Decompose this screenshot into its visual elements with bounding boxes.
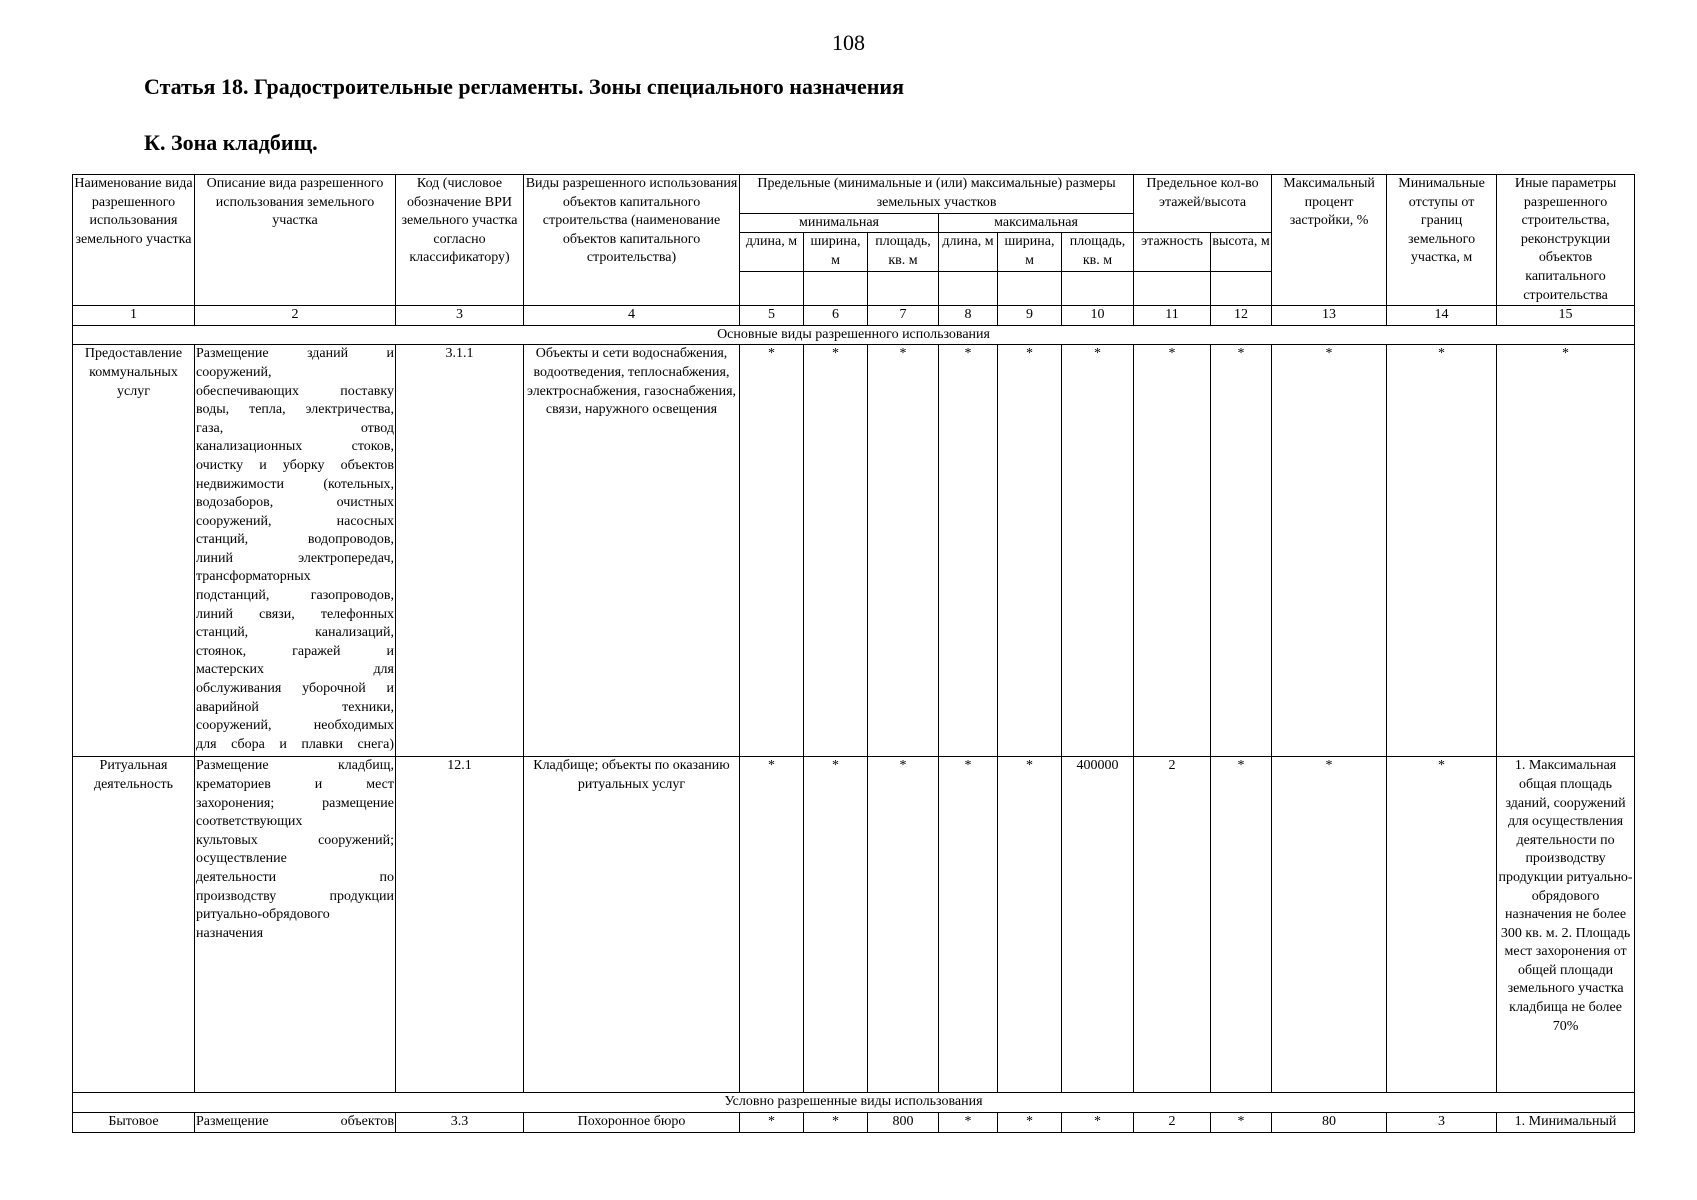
table-row <box>73 1112 1635 1132</box>
description-line: линий связи, телефонных <box>196 606 394 622</box>
row-code: 3.1.1 <box>396 345 524 757</box>
header-spacer <box>868 271 939 305</box>
description-line: недвижимости (котельных, <box>196 476 394 492</box>
row-other-params: * <box>1497 345 1635 757</box>
description-line: соответствующих <box>196 814 303 830</box>
section-main-row <box>73 325 1635 345</box>
row-min-width: * <box>804 757 868 1093</box>
row-max-area: * <box>1062 345 1134 757</box>
header-plot-limits: Предельные (минимальные и (или) максимальные) размеры земельных участков <box>740 175 1134 214</box>
row-max-area: * <box>1062 1112 1134 1132</box>
header-objects: Виды разрешенного использования объектов капитального строительства (наименование объектов капитального строительства) <box>524 175 740 306</box>
section-conditional-row <box>73 1093 1635 1113</box>
row-objects: Кладбище; объекты по оказанию ритуальных услуг <box>524 757 740 1093</box>
row-min-area: * <box>868 345 939 757</box>
row-max-percent: 80 <box>1272 1112 1387 1132</box>
column-number: 14 <box>1387 306 1497 326</box>
row-max-width: * <box>998 345 1062 757</box>
row-code: 12.1 <box>396 757 524 1093</box>
header-max-width: ширина, м <box>998 233 1062 272</box>
header-spacer <box>998 271 1062 305</box>
column-number: 6 <box>804 306 868 326</box>
row-floors: * <box>1134 345 1211 757</box>
header-name: Наименование вида разрешенного использования земельного участка <box>73 175 195 306</box>
description-line: для сбора и плавки снега) <box>196 736 394 752</box>
description-line: стоянок, гаражей и <box>196 643 394 659</box>
row-min-length: * <box>740 345 804 757</box>
row-name: Предоставление коммунальных услуг <box>73 345 195 757</box>
header-spacer <box>1134 271 1211 305</box>
header-height: высота, м <box>1211 233 1272 272</box>
row-description <box>195 345 396 757</box>
row-min-area: * <box>868 757 939 1093</box>
header-spacer <box>939 271 998 305</box>
description-line: Размещение кладбищ, <box>196 758 394 774</box>
row-name: Ритуальная деятельность <box>73 757 195 1093</box>
section-main-heading: Основные виды разрешенного использования <box>73 325 1635 345</box>
column-number: 5 <box>740 306 804 326</box>
column-number: 8 <box>939 306 998 326</box>
row-other-params: 1. Минимальный <box>1497 1112 1635 1132</box>
row-objects: Объекты и сети водоснабжения, водоотведения, теплоснабжения, электроснабжения, газоснабжения, связи, наружного освещения <box>524 345 740 757</box>
description-line: станций, канализаций, <box>196 625 394 641</box>
row-objects: Похоронное бюро <box>524 1112 740 1132</box>
section-conditional-heading: Условно разрешенные виды использования <box>73 1093 1635 1113</box>
row-max-length: * <box>939 1112 998 1132</box>
description-line: сооружений, <box>196 364 272 380</box>
row-min-setbacks: * <box>1387 345 1497 757</box>
header-max-length: длина, м <box>939 233 998 272</box>
row-min-area: 800 <box>868 1112 939 1132</box>
row-max-length: * <box>939 345 998 757</box>
header-spacer <box>1062 271 1134 305</box>
row-min-setbacks: * <box>1387 757 1497 1093</box>
description-line: газа, отвод <box>196 420 394 436</box>
header-spacer <box>740 271 804 305</box>
column-number: 15 <box>1497 306 1635 326</box>
zone-title: К. Зона кладбищ. <box>144 130 318 155</box>
column-number: 2 <box>195 306 396 326</box>
description-line: деятельности по <box>196 869 394 885</box>
description-line: трансформаторных <box>196 569 311 585</box>
description-line: станций, водопроводов, <box>196 532 394 548</box>
description-line: канализационных стоков, <box>196 439 394 455</box>
page-number: 108 <box>832 30 865 55</box>
description-line: линий электропередач, <box>196 550 394 566</box>
article-title: Статья 18. Градостроительные регламенты. Зоны специального назначения <box>144 74 905 99</box>
row-min-width: * <box>804 345 868 757</box>
description-line: крематориев и мест <box>196 776 394 792</box>
header-row-1 <box>73 175 1635 214</box>
header-spacer <box>1211 271 1272 305</box>
row-description <box>195 1112 396 1132</box>
column-number-row <box>73 306 1635 326</box>
row-max-percent: * <box>1272 757 1387 1093</box>
header-code: Код (числовое обозначение ВРИ земельного участка согласно классификатору) <box>396 175 524 306</box>
row-min-width: * <box>804 1112 868 1132</box>
description-line: воды, тепла, электричества, <box>196 402 394 418</box>
header-min: минимальная <box>740 213 939 233</box>
description-line: мастерских для <box>196 662 394 678</box>
table-row <box>73 345 1635 757</box>
column-number: 9 <box>998 306 1062 326</box>
description-line: Размещение объектов <box>196 1113 394 1129</box>
column-number: 12 <box>1211 306 1272 326</box>
regulations-table <box>72 174 1635 1133</box>
description-line: обеспечивающих поставку <box>196 383 394 399</box>
row-max-width: * <box>998 757 1062 1093</box>
description-line: осуществление <box>196 851 287 867</box>
description-line: очистку и уборку объектов <box>196 457 394 473</box>
row-max-length: * <box>939 757 998 1093</box>
header-min-setbacks: Минимальные отступы от границ земельного участка, м <box>1387 175 1497 306</box>
description-line: ритуально-обрядового <box>196 907 330 923</box>
column-number: 13 <box>1272 306 1387 326</box>
row-height: * <box>1211 757 1272 1093</box>
table-row <box>73 757 1635 1093</box>
column-number: 3 <box>396 306 524 326</box>
description-line: производству продукции <box>196 888 394 904</box>
column-number: 7 <box>868 306 939 326</box>
header-spacer <box>804 271 868 305</box>
column-number: 4 <box>524 306 740 326</box>
column-number: 1 <box>73 306 195 326</box>
description-line: культовых сооружений; <box>196 832 394 848</box>
row-floors: 2 <box>1134 1112 1211 1132</box>
description-line: водозаборов, очистных <box>196 495 394 511</box>
description-line: аварийной техники, <box>196 699 394 715</box>
row-min-setbacks: 3 <box>1387 1112 1497 1132</box>
row-height: * <box>1211 1112 1272 1132</box>
header-description: Описание вида разрешенного использования земельного участка <box>195 175 396 306</box>
row-max-percent: * <box>1272 345 1387 757</box>
header-min-length: длина, м <box>740 233 804 272</box>
description-line: сооружений, необходимых <box>196 718 394 734</box>
header-floors: этажность <box>1134 233 1211 272</box>
header-max: максимальная <box>939 213 1134 233</box>
description-line: захоронения; размещение <box>196 795 394 811</box>
header-min-width: ширина, м <box>804 233 868 272</box>
header-floors-height: Предельное кол-во этажей/высота <box>1134 175 1272 233</box>
row-min-length: * <box>740 1112 804 1132</box>
description-line: сооружений, насосных <box>196 513 394 529</box>
header-min-area: площадь, кв. м <box>868 233 939 272</box>
description-line: подстанций, газопроводов, <box>196 588 394 604</box>
header-max-area: площадь, кв. м <box>1062 233 1134 272</box>
row-height: * <box>1211 345 1272 757</box>
description-line: Размещение зданий и <box>196 346 394 362</box>
description-line: назначения <box>196 925 264 941</box>
header-other-params: Иные параметры разрешенного строительства, реконструкции объектов капитального строительства <box>1497 175 1635 306</box>
column-number: 11 <box>1134 306 1211 326</box>
row-code: 3.3 <box>396 1112 524 1132</box>
row-max-width: * <box>998 1112 1062 1132</box>
column-number: 10 <box>1062 306 1134 326</box>
header-max-percent: Максимальный процент застройки, % <box>1272 175 1387 306</box>
row-other-params: 1. Максимальная общая площадь зданий, сооружений для осуществления деятельности по производству продукции ритуально-обрядового назначения не более 300 кв. м. 2. Площадь мест захоронения от общей площади земельного участка кладбища не более 70% <box>1497 757 1635 1093</box>
row-description <box>195 757 396 1093</box>
row-max-area: 400000 <box>1062 757 1134 1093</box>
row-min-length: * <box>740 757 804 1093</box>
row-floors: 2 <box>1134 757 1211 1093</box>
description-line: обслуживания уборочной и <box>196 681 394 697</box>
row-name: Бытовое <box>73 1112 195 1132</box>
